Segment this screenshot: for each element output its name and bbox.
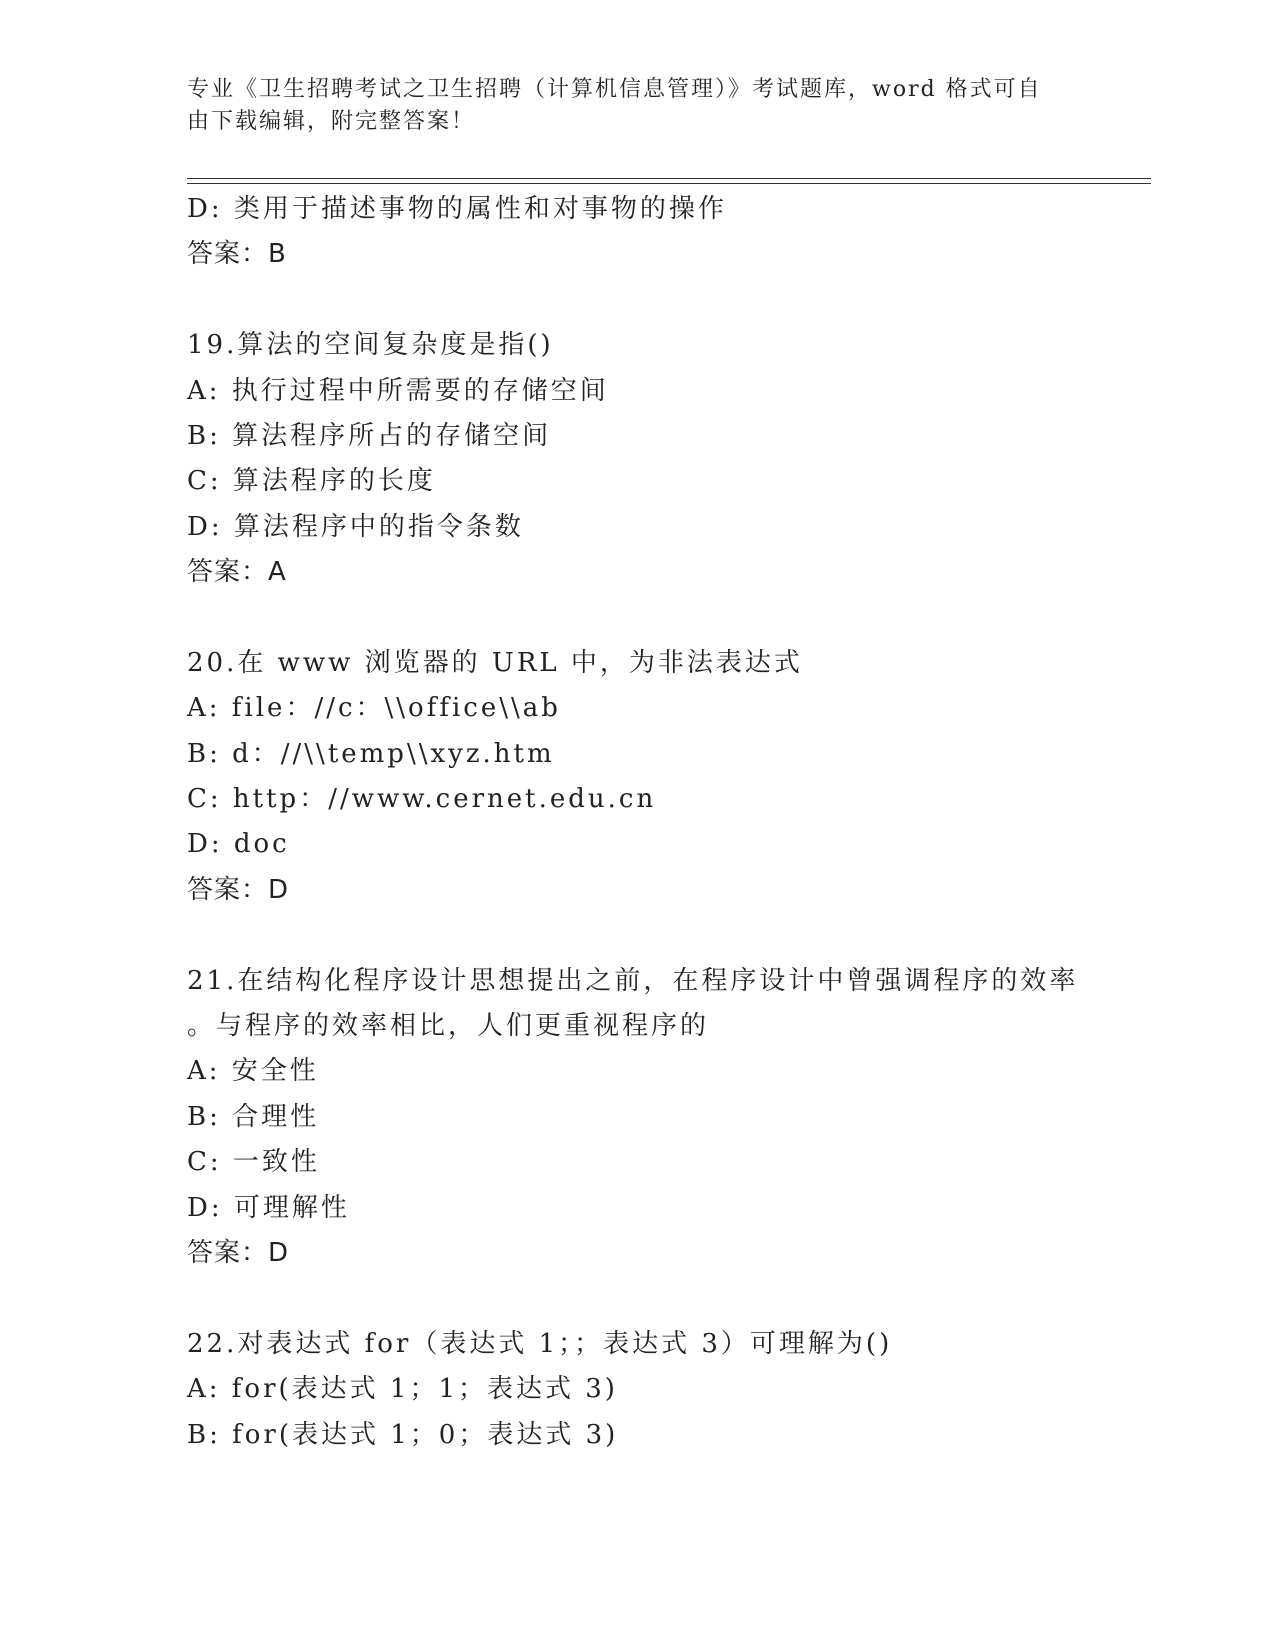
q20-option-a: A: file：//c：\\office\\ab (187, 693, 561, 724)
q18-option-d: D: 类用于描述事物的属性和对事物的操作 (187, 194, 727, 224)
q20-option-c: C: http：//www.cernet.edu.cn (187, 784, 657, 815)
q20-option-b: B: d：//\\temp\\xyz.htm (187, 738, 555, 769)
header-line-2: 由下载编辑，附完整答案！ (187, 109, 476, 134)
document-header-note (187, 74, 1087, 138)
spacer (187, 1276, 1147, 1321)
header-divider-top (187, 178, 1151, 179)
q20-stem: 20.在 www 浏览器的 URL 中，为非法表达式 (187, 647, 803, 678)
q18-answer: 答案：B (187, 239, 287, 270)
q19-option-b: B: 算法程序所占的存储空间 (187, 420, 552, 451)
q22-stem: 22.对表达式 for（表达式 1；；表达式 3）可理解为() (187, 1328, 893, 1359)
q19-option-a: A: 执行过程中所需要的存储空间 (187, 375, 609, 406)
spacer (187, 596, 1147, 641)
spacer (187, 278, 1147, 323)
q21-option-c: C: 一致性 (187, 1147, 320, 1178)
question-list (187, 187, 1147, 1458)
question-18 (187, 187, 1147, 278)
q22-option-a: A: for(表达式 1；1；表达式 3) (187, 1374, 618, 1405)
q21-answer: 答案：D (187, 1237, 290, 1268)
q21-stem-line-1: 21.在结构化程序设计思想提出之前，在程序设计中曾强调程序的效率 (187, 965, 1079, 996)
header-line-1: 专业《卫生招聘考试之卫生招聘（计算机信息管理）》考试题库，word 格式可自 (187, 77, 1042, 102)
q21-option-b: B: 合理性 (187, 1101, 320, 1132)
q20-answer: 答案：D (187, 874, 290, 905)
q20-option-d: D: doc (187, 829, 290, 860)
q22-option-b: B: for(表达式 1；0；表达式 3) (187, 1419, 619, 1450)
q21-option-a: A: 安全性 (187, 1056, 319, 1087)
spacer (187, 913, 1147, 958)
header-divider-bottom (187, 183, 1151, 184)
question-20 (187, 641, 1147, 913)
question-21 (187, 959, 1147, 1277)
q21-option-d: D: 可理解性 (187, 1192, 350, 1223)
q19-answer: 答案：A (187, 557, 287, 588)
q21-stem-line-2: 。与程序的效率相比，人们更重视程序的 (187, 1011, 710, 1042)
q19-option-c: C: 算法程序的长度 (187, 466, 436, 497)
question-22 (187, 1322, 1147, 1458)
q19-option-d: D: 算法程序中的指令条数 (187, 511, 524, 542)
q19-stem: 19.算法的空间复杂度是指() (187, 330, 554, 361)
question-19 (187, 323, 1147, 595)
